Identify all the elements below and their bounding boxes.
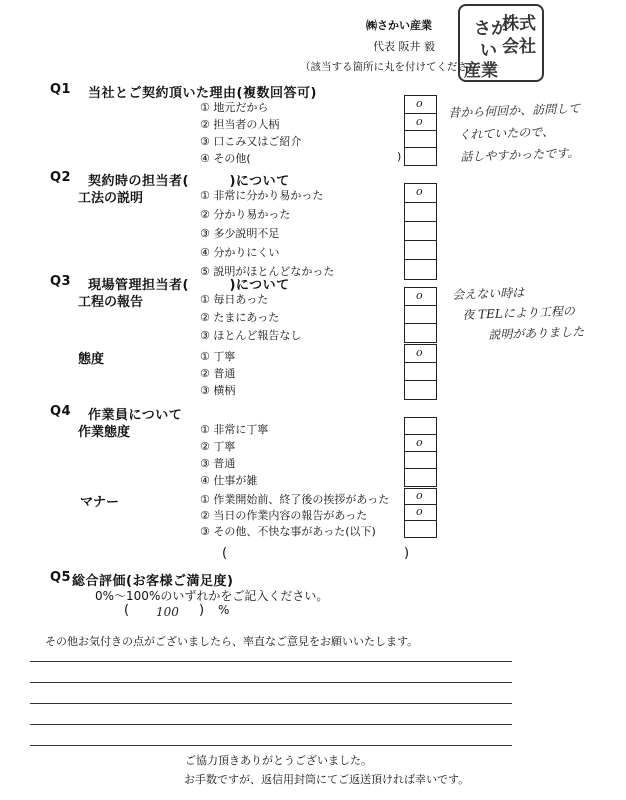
q3-title: 現場管理担当者( )について	[88, 278, 290, 293]
q4-subheading-manner: マナー	[80, 495, 120, 510]
q3-handwritten-comment: 夜 TELにより工程の	[462, 304, 576, 322]
q5-title: 総合評価(お客様ご満足度)	[72, 574, 234, 589]
q2-answer-boxes	[404, 183, 437, 280]
circle-mark: o	[416, 505, 423, 518]
answer-cell[interactable]	[405, 222, 436, 241]
footer-return-note: お手数ですが、返信用封筒にてご返送頂ければ幸いです。	[184, 773, 470, 786]
seal-char: い	[480, 41, 497, 61]
q3-report-option: ③ ほとんど報告なし	[200, 329, 302, 342]
q1-option: ④ その他(	[200, 152, 251, 165]
answer-cell[interactable]	[405, 288, 436, 306]
answer-cell[interactable]	[405, 324, 436, 342]
answer-cell[interactable]	[405, 148, 436, 165]
q5-instruction: 0%～100%のいずれかをご記入ください。	[95, 589, 329, 603]
q1-handwritten-comment: 昔から何回か、訪問して	[448, 101, 581, 120]
q3-subheading-attitude: 態度	[78, 352, 105, 367]
answer-cell[interactable]	[405, 96, 436, 114]
q5-label: Q5	[50, 570, 72, 585]
answer-cell[interactable]	[405, 203, 436, 222]
answer-cell[interactable]	[405, 469, 436, 486]
q5-paren-open: (	[124, 603, 130, 618]
q3-attitude-option: ① 丁寧	[200, 350, 236, 363]
q3-subheading-report: 工程の報告	[78, 295, 144, 310]
q2-subheading: 工法の説明	[78, 191, 144, 206]
answer-cell[interactable]	[405, 345, 436, 363]
seal-char: さか	[474, 19, 508, 39]
q1-other-close: )	[397, 150, 402, 163]
circle-mark: o	[416, 115, 423, 128]
q5-paren-close: )	[199, 603, 205, 618]
q3-attitude-option: ③ 横柄	[200, 384, 236, 397]
q4-manner-option: ② 当日の作業内容の報告があった	[200, 509, 368, 522]
q3-handwritten-comment: 説明がありました	[488, 324, 585, 342]
q1-handwritten-comment: くれていたので、	[458, 124, 555, 142]
q4-manner-option: ① 作業開始前、終了後の挨拶があった	[200, 493, 390, 506]
q4-manner-answer-boxes	[404, 488, 437, 538]
q4-work-option: ① 非常に丁寧	[200, 423, 269, 436]
answer-cell[interactable]	[405, 306, 436, 324]
q4-work-option: ④ 仕事が雑	[200, 474, 258, 487]
comment-line[interactable]	[30, 661, 512, 662]
answer-cell[interactable]	[405, 521, 436, 537]
comment-line[interactable]	[30, 703, 512, 704]
answer-cell[interactable]	[405, 114, 436, 131]
q3-handwritten-comment: 会えない時は	[452, 285, 525, 302]
answer-cell[interactable]	[405, 418, 436, 435]
q4-work-option: ③ 普通	[200, 457, 236, 470]
q4-work-option: ② 丁寧	[200, 440, 236, 453]
q3-attitude-answer-boxes	[404, 344, 437, 400]
answer-cell[interactable]	[405, 435, 436, 452]
circle-mark: o	[416, 489, 423, 502]
answer-cell[interactable]	[405, 241, 436, 260]
answer-cell[interactable]	[405, 260, 436, 279]
q5-percent-unit: %	[218, 603, 230, 617]
q1-option: ② 担当者の人柄	[200, 118, 280, 131]
q4-other-paren-open: (	[222, 546, 228, 561]
circle-mark: o	[416, 185, 423, 198]
footer-thanks: ご協力頂きありがとうございました。	[185, 754, 372, 767]
answer-cell[interactable]	[405, 489, 436, 505]
q4-manner-option: ③ その他、不快な事があった(以下)	[200, 525, 376, 538]
comments-prompt: その他お気付きの点がございましたら、率直なご意見をお願いいたします。	[45, 635, 419, 648]
q2-option: ② 分かり易かった	[200, 208, 291, 221]
circle-mark: o	[416, 346, 423, 359]
q3-label: Q3	[50, 274, 72, 289]
company-seal	[458, 4, 544, 82]
answer-cell[interactable]	[405, 452, 436, 469]
q4-work-answer-boxes	[404, 417, 437, 487]
comment-line[interactable]	[30, 745, 512, 746]
q1-option: ③ 口こみ又はご紹介	[200, 135, 302, 148]
q1-handwritten-comment: 話しやすかったです。	[460, 145, 580, 164]
q5-score-value[interactable]: 100	[156, 605, 179, 619]
q2-option: ① 非常に分かり易かった	[200, 189, 324, 202]
q2-title: 契約時の担当者( )について	[88, 174, 290, 189]
q2-option: ④ 分かりにくい	[200, 246, 280, 259]
answer-cell[interactable]	[405, 363, 436, 381]
answer-cell[interactable]	[405, 131, 436, 148]
q4-label: Q4	[50, 404, 72, 419]
q2-label: Q2	[50, 170, 72, 185]
seal-char: 会社	[502, 37, 536, 57]
company-name: ㈱さかい産業	[366, 19, 432, 32]
circle-mark: o	[416, 97, 423, 110]
q3-attitude-option: ② 普通	[200, 367, 236, 380]
q4-other-paren-close: )	[404, 546, 410, 561]
q4-title: 作業員について	[88, 408, 183, 423]
q4-subheading-work: 作業態度	[78, 425, 131, 440]
answer-cell[interactable]	[405, 184, 436, 203]
seal-char: 株式	[502, 14, 536, 34]
answer-cell[interactable]	[405, 505, 436, 521]
circle-mark: o	[416, 289, 423, 302]
circle-mark: o	[416, 436, 423, 449]
q1-label: Q1	[50, 82, 72, 97]
representative-name: 代表 阪井 毅	[373, 40, 435, 53]
q1-answer-boxes	[404, 95, 437, 166]
q3-report-option: ① 毎日あった	[200, 293, 269, 306]
comment-line[interactable]	[30, 724, 512, 725]
q2-option: ③ 多少説明不足	[200, 227, 280, 240]
comment-line[interactable]	[30, 682, 512, 683]
q3-report-option: ② たまにあった	[200, 311, 280, 324]
q3-report-answer-boxes	[404, 287, 437, 343]
q2-option: ⑤ 説明がほとんどなかった	[200, 265, 335, 278]
seal-char: 産業	[464, 61, 498, 81]
instruction-text: （該当する箇所に丸を付けてくださ	[300, 61, 468, 73]
answer-cell[interactable]	[405, 381, 436, 399]
q1-option: ① 地元だから	[200, 101, 269, 114]
q1-title: 当社とご契約頂いた理由(複数回答可)	[88, 86, 317, 101]
